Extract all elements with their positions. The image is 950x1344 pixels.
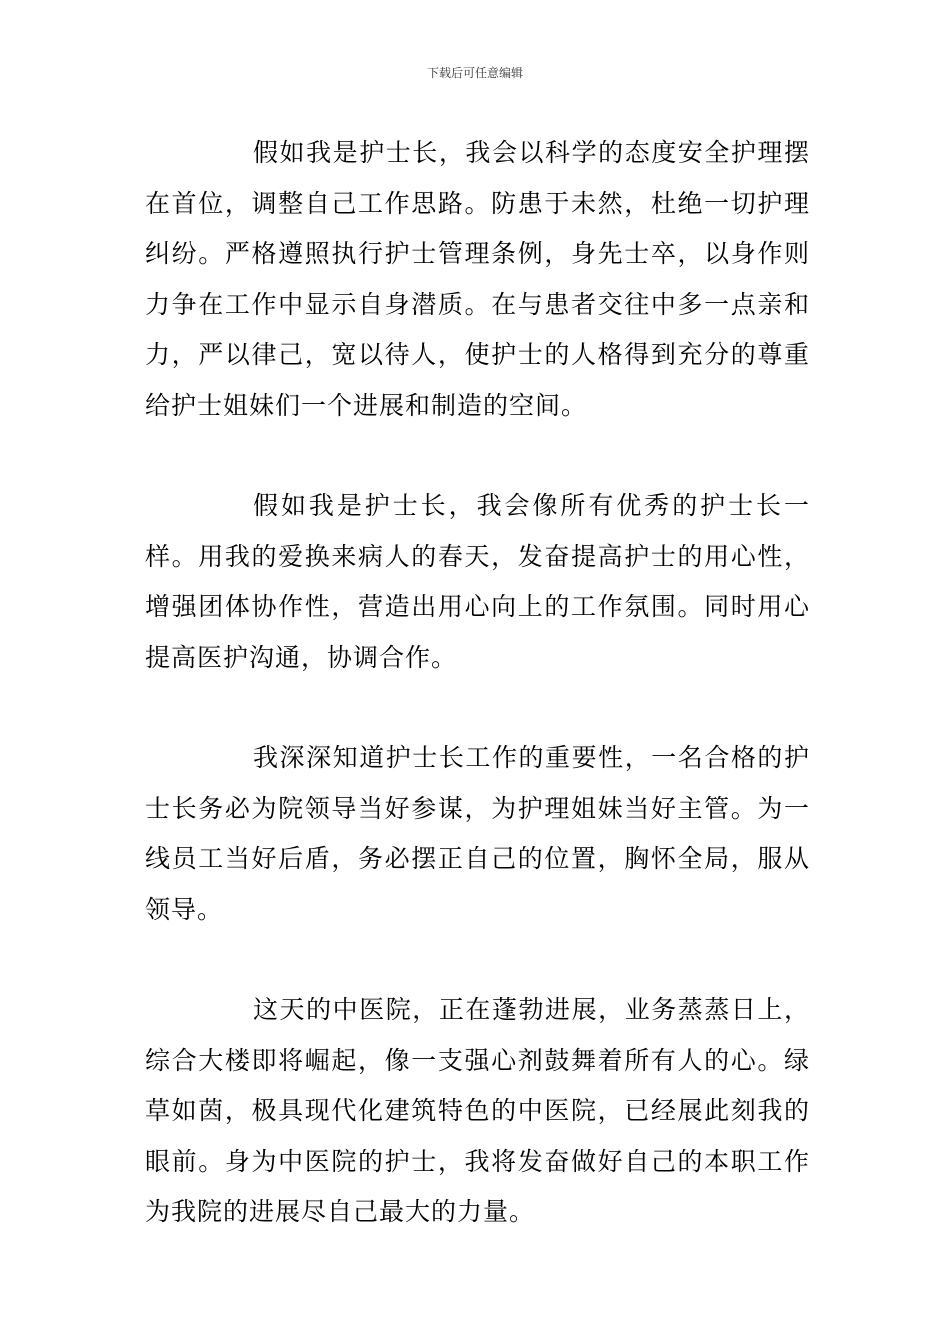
document-body	[145, 128, 810, 1238]
paragraph-2: 假如我是护士长，我会像所有优秀的护士长一样。用我的爱换来病人的春天，发奋提高护士的用心性，增强团体协作性，营造出用心向上的工作氛围。同时用心提高医护沟通，协调合作。	[145, 491, 810, 672]
paragraph-4: 这天的中医院，正在蓬勃进展，业务蒸蒸日上，综合大楼即将崛起，像一支强心剂鼓舞着所有人的心。绿草如茵，极具现代化建筑特色的中医院，已经展此刻我的眼前。身为中医院的护士，我将发奋做好自己的本职工作为我院的进展尽自己最大的力量。	[145, 995, 810, 1226]
header-note: 下载后可任意编辑	[426, 66, 523, 80]
paragraph-3: 我深深知道护士长工作的重要性，一名合格的护士长务必为院领导当好参谋，为护理姐妹当好主管。为一线员工当好后盾，务必摆正自己的位置，胸怀全局，服从领导。	[145, 743, 810, 924]
paragraph-1: 假如我是护士长，我会以科学的态度安全护理摆在首位，调整自己工作思路。防患于未然，杜绝一切护理纠纷。严格遵照执行护士管理条例，身先士卒，以身作则力争在工作中显示自身潜质。在与患者交往中多一点亲和力，严以律己，宽以待人，使护士的人格得到充分的尊重给护士姐妹们一个进展和制造的空间。	[145, 138, 810, 420]
